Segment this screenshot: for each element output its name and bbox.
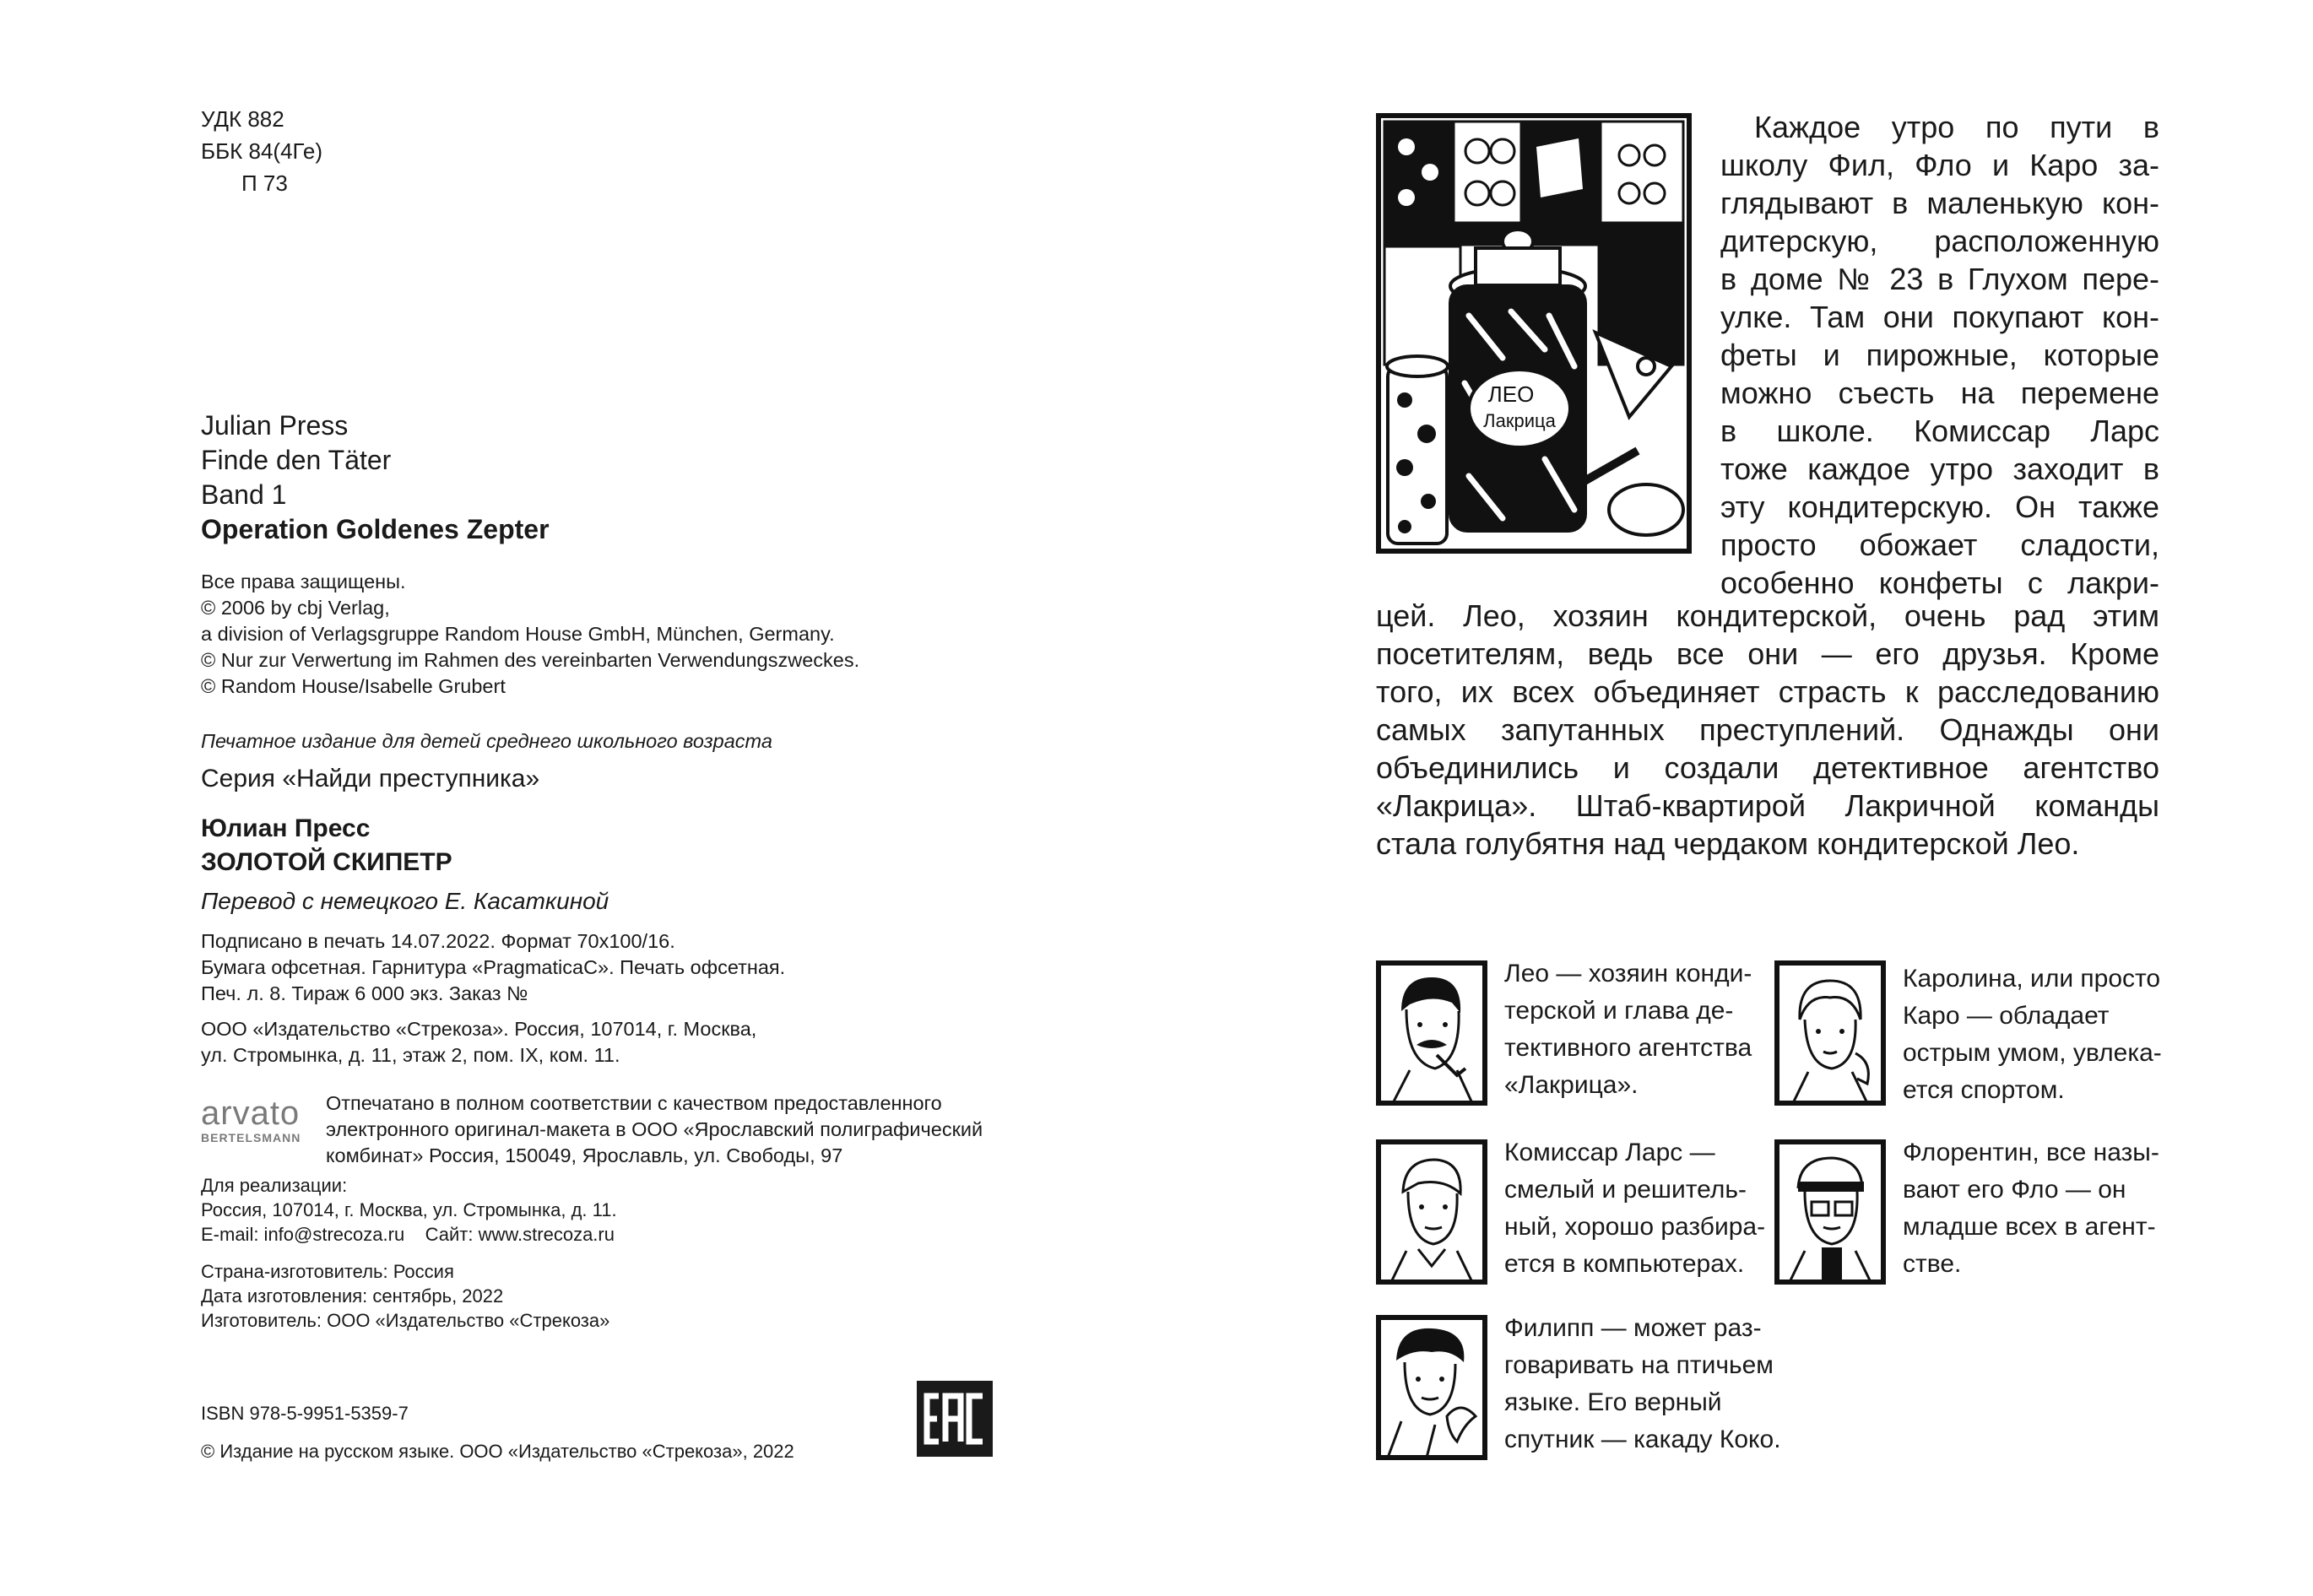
original-edition xyxy=(201,408,550,547)
character-line: младше всех в агент- xyxy=(1903,1213,2156,1241)
story-line: самых запутанных преступлений. Однажды они xyxy=(1376,712,2159,747)
story-line: школу Фил, Фло и Каро за- xyxy=(1720,148,2159,182)
character-lars xyxy=(1504,1134,1765,1283)
character-line: Каролина, или просто xyxy=(1903,965,2161,993)
story-text-bottom xyxy=(1376,597,2159,863)
rights-line: a division of Verlagsgruppe Random House GmbH, München, Germany. xyxy=(201,623,835,645)
character-line: терской и глава де- xyxy=(1504,997,1734,1025)
sales-line: Для реализации: xyxy=(201,1175,348,1196)
character-line: смелый и решитель- xyxy=(1504,1176,1747,1204)
maker-line: Страна-изготовитель: Россия xyxy=(201,1261,454,1282)
character-leo xyxy=(1504,955,1752,1104)
printer-line: комбинат» Россия, 150049, Ярославль, ул. Свободы, 97 xyxy=(326,1144,843,1166)
story-line: глядывают в маленькую кон- xyxy=(1720,186,2159,220)
maker-line: Дата изготовления: сентябрь, 2022 xyxy=(201,1285,504,1307)
original-author: Julian Press xyxy=(201,410,349,441)
print-info-line: Подписано в печать 14.07.2022. Формат 70х100/16. xyxy=(201,930,675,952)
character-line: Каро — обладает xyxy=(1903,1002,2110,1030)
story-line: феты и пирожные, которые xyxy=(1720,338,2159,372)
printer-info xyxy=(326,1090,983,1169)
original-series: Finde den Täter xyxy=(201,445,392,475)
publisher-address xyxy=(201,1016,756,1069)
story-line: посетителям, ведь все они — его друзья. Кроме xyxy=(1376,636,2159,671)
rights-block xyxy=(201,569,859,700)
story-line: в школе. Комиссар Ларс xyxy=(1720,414,2159,448)
candy-shop-illustration xyxy=(1376,113,1692,554)
udk-code: УДК 882 xyxy=(201,106,284,132)
character-line: спутник — какаду Коко. xyxy=(1504,1426,1781,1453)
character-line: «Лакрица». xyxy=(1504,1071,1639,1099)
printer-line: Отпечатано в полном соответствии с качеством предоставленного xyxy=(326,1092,942,1114)
publisher-line: ООО «Издательство «Стрекоза». Россия, 107014, г. Москва, xyxy=(201,1018,757,1040)
character-line: ется в компьютерах. xyxy=(1504,1250,1745,1278)
printer-line: электронного оригинал-макета в ООО «Ярославский полиграфический xyxy=(326,1118,983,1140)
print-info-line: Печ. л. 8. Тираж 6 000 экз. Заказ № xyxy=(201,982,528,1004)
russian-author: Юлиан Пресс xyxy=(201,814,371,842)
character-karo xyxy=(1903,960,2162,1109)
russian-title-block xyxy=(201,812,452,879)
story-line: эту кондитерскую. Он также xyxy=(1720,490,2159,524)
isbn: ISBN 978-5-9951-5359-7 xyxy=(201,1403,409,1424)
character-line: ется спортом. xyxy=(1903,1076,2065,1104)
rights-line: © Nur zur Verwertung im Rahmen des vereinbarten Verwendungszweckes. xyxy=(201,649,860,671)
original-volume: Band 1 xyxy=(201,479,287,510)
character-line: Комиссар Ларс — xyxy=(1504,1139,1715,1166)
author-mark: П 73 xyxy=(241,170,288,196)
classification-codes xyxy=(201,103,322,199)
story-line: тоже каждое утро заходит в xyxy=(1720,452,2159,486)
story-line: стала голубятня над чердаком кондитерской Лео. xyxy=(1376,826,2080,861)
jar-label-top: ЛЕО xyxy=(1487,381,1535,407)
character-line: острым умом, увлека- xyxy=(1903,1039,2162,1067)
russian-title: ЗОЛОТОЙ СКИПЕТР xyxy=(201,848,452,876)
story-line: Каждое утро по пути в xyxy=(1754,110,2159,144)
character-line: стве. xyxy=(1903,1250,1962,1278)
translator-credit: Перевод с немецкого Е. Касаткиной xyxy=(201,888,609,914)
character-line: говаривать на птичьем xyxy=(1504,1351,1774,1379)
russian-copyright: © Издание на русском языке. ООО «Издательство «Стрекоза», 2022 xyxy=(201,1441,794,1462)
story-line: цей. Лео, хозяин кондитерской, очень рад этим xyxy=(1376,598,2159,633)
printer-logo-sub: BERTELSMANN xyxy=(201,1131,301,1144)
original-title: Operation Goldenes Zepter xyxy=(201,514,550,544)
maker-line: Изготовитель: ООО «Издательство «Стрекоза» xyxy=(201,1310,610,1331)
story-line: просто обожает сладости, xyxy=(1720,527,2159,562)
rights-line: Все права защищены. xyxy=(201,571,406,592)
character-philipp xyxy=(1504,1310,1781,1458)
portrait-lars xyxy=(1376,1139,1487,1285)
sales-info xyxy=(201,1173,617,1247)
story-line: того, их всех объединяет страсть к расследованию xyxy=(1376,674,2159,709)
sales-line: E-mail: info@strecoza.ru Сайт: www.strecoza.ru xyxy=(201,1224,615,1245)
portrait-karo xyxy=(1774,960,1886,1106)
character-line: ный, хорошо разбира- xyxy=(1504,1213,1766,1241)
portrait-flo xyxy=(1774,1139,1886,1285)
story-line: дитерскую, расположенную xyxy=(1720,224,2159,258)
story-line: можно съесть на перемене xyxy=(1720,376,2159,410)
rights-line: © 2006 by cbj Verlag, xyxy=(201,597,390,619)
print-info-line: Бумага офсетная. Гарнитура «PragmaticaC». Печать офсетная. xyxy=(201,956,786,978)
character-line: вают его Фло — он xyxy=(1903,1176,2126,1204)
story-line: объединились и создали детективное агентство xyxy=(1376,750,2159,785)
portrait-leo xyxy=(1376,960,1487,1106)
story-text-top xyxy=(1720,108,2159,602)
story-line: «Лакрица». Штаб-квартирой Лакричной команды xyxy=(1376,788,2159,823)
character-line: Лео — хозяин конди- xyxy=(1504,960,1752,987)
character-line: тективного агентства xyxy=(1504,1034,1752,1062)
rights-line: © Random House/Isabelle Grubert xyxy=(201,675,506,697)
print-info xyxy=(201,928,785,1007)
manufacturer-info xyxy=(201,1259,609,1333)
character-line: Филипп — может раз- xyxy=(1504,1314,1762,1342)
portrait-philipp xyxy=(1376,1315,1487,1460)
printer-logo-main: arvato xyxy=(201,1095,301,1132)
character-line: языке. Его верный xyxy=(1504,1388,1722,1416)
series-name: Серия «Найди преступника» xyxy=(201,765,540,793)
printer-logo xyxy=(201,1096,311,1144)
story-line: особенно конфеты с лакри- xyxy=(1720,565,2159,600)
publisher-line: ул. Стромынка, д. 11, этаж 2, пом. IX, ком. 11. xyxy=(201,1044,620,1066)
jar-label-bottom: Лакрица xyxy=(1483,410,1556,431)
story-line: в доме № 23 в Глухом пере- xyxy=(1720,262,2159,296)
audience-note: Печатное издание для детей среднего школьного возраста xyxy=(201,730,772,752)
character-flo xyxy=(1903,1134,2159,1283)
bbk-code: ББК 84(4Ге) xyxy=(201,138,322,164)
story-line: улке. Там они покупают кон- xyxy=(1720,300,2159,334)
character-line: Флорентин, все назы- xyxy=(1903,1139,2159,1166)
sales-line: Россия, 107014, г. Москва, ул. Стромынка, д. 11. xyxy=(201,1199,617,1220)
eac-mark-icon xyxy=(917,1381,993,1457)
